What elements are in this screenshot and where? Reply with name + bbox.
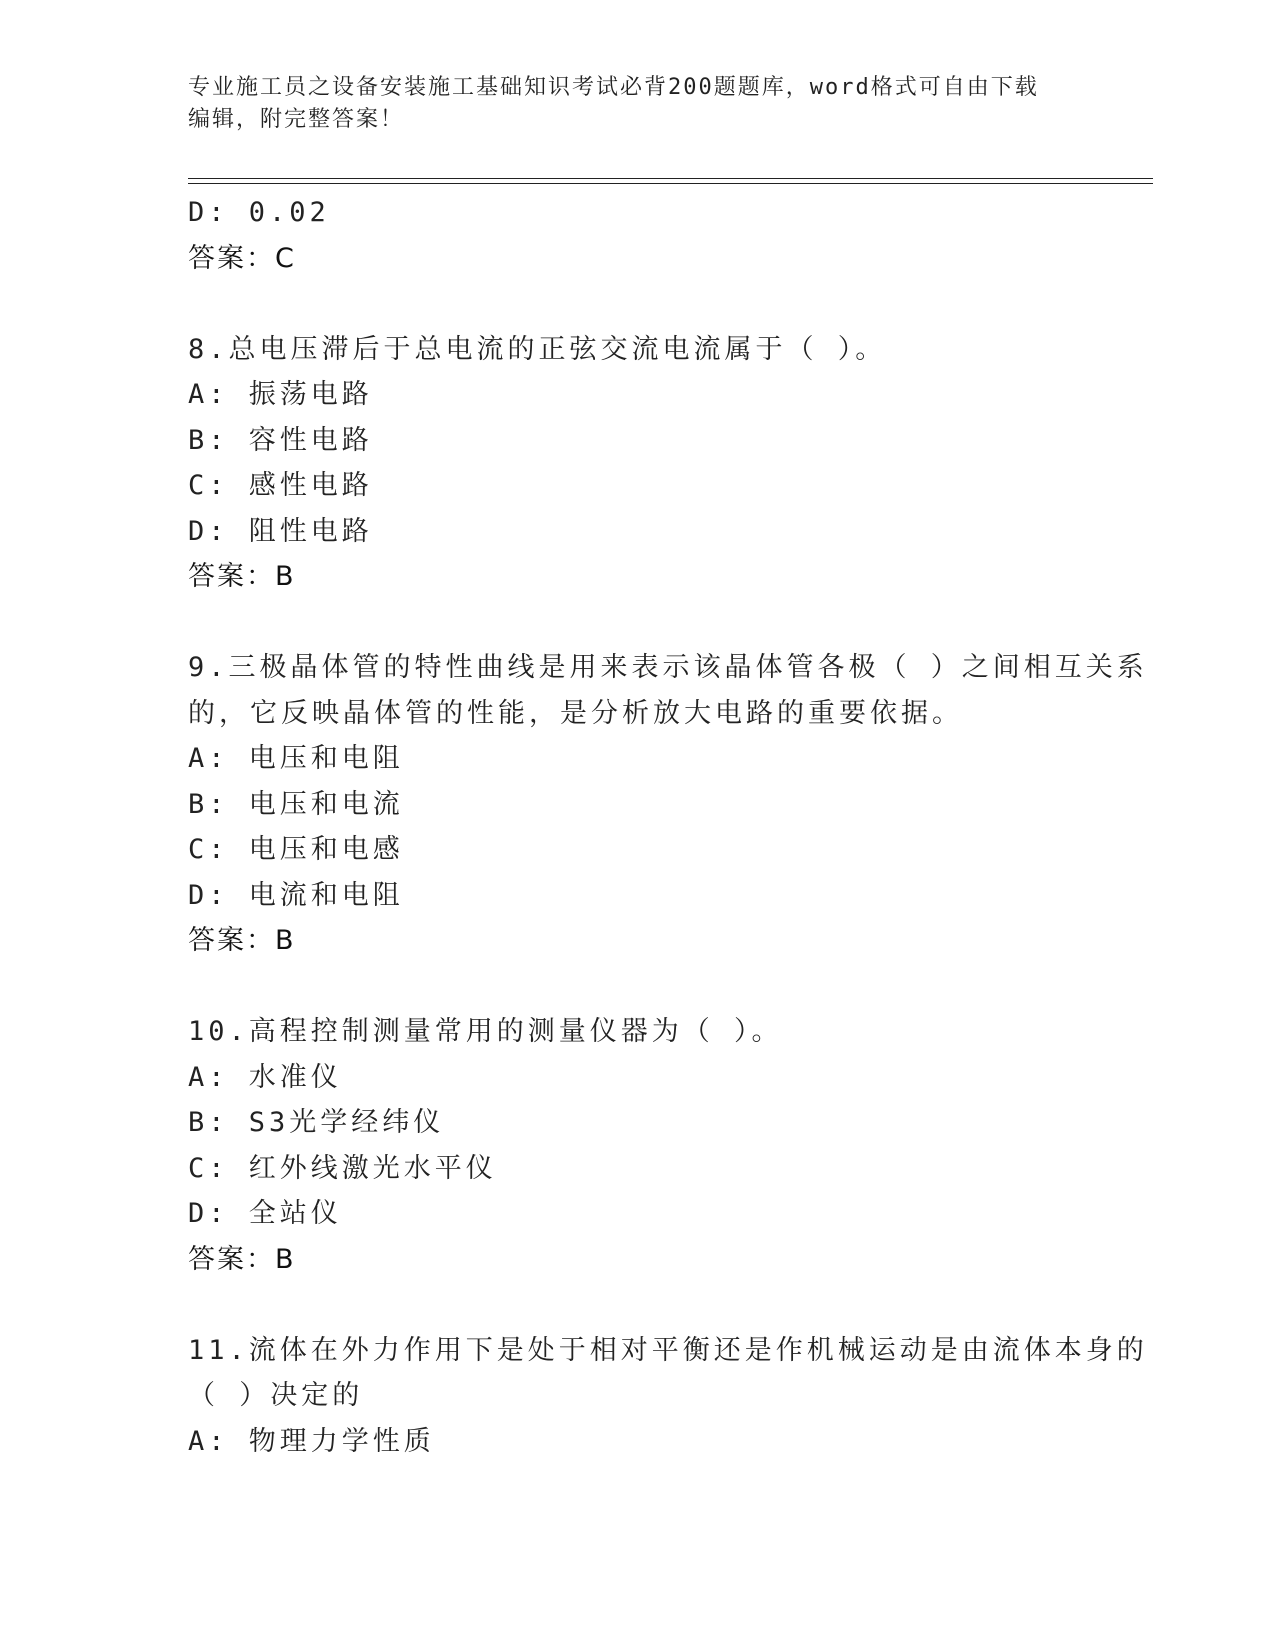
option-a: A: 水准仪	[188, 1061, 342, 1093]
header-title-line-1: 专业施工员之设备安装施工基础知识考试必背200题题库，word格式可自由下载	[188, 75, 1039, 100]
question-8	[188, 327, 1088, 600]
previous-question-tail	[188, 190, 1088, 281]
question-stem: 10.高程控制测量常用的测量仪器为（ ）。	[188, 1016, 783, 1047]
option-b: B: S3光学经纬仪	[188, 1107, 445, 1138]
option-a: A: 电压和电阻	[188, 743, 404, 774]
header-title-line-2: 编辑，附完整答案！	[188, 107, 405, 132]
header-divider-bottom	[188, 183, 1153, 184]
question-gap	[188, 600, 1088, 646]
option-c: C: 电压和电感	[188, 834, 404, 865]
question-stem-continued: 的，它反映晶体管的性能，是分析放大电路的重要依据。	[188, 697, 963, 729]
question-stem: 8.总电压滞后于总电流的正弦交流电流属于（ ）。	[188, 333, 887, 365]
page-header	[188, 72, 1088, 136]
question-stem: 9.三极晶体管的特性曲线是用来表示该晶体管各极（ ）之间相互关系	[188, 652, 1148, 683]
answer-line: 答案：C	[188, 242, 296, 274]
document-body	[188, 190, 1148, 1464]
question-gap	[188, 964, 1088, 1010]
option-b: B: 电压和电流	[188, 788, 404, 820]
question-gap	[188, 1282, 1088, 1328]
option-d: D: 电流和电阻	[188, 879, 404, 911]
question-gap	[188, 281, 1088, 327]
question-stem: 11.流体在外力作用下是处于相对平衡还是作机械运动是由流体本身的	[188, 1334, 1148, 1366]
answer-line: 答案：B	[188, 561, 296, 592]
option-d: D: 阻性电路	[188, 515, 373, 547]
question-10	[188, 1009, 1088, 1282]
question-stem-continued: （ ）决定的	[188, 1380, 364, 1411]
question-9	[188, 645, 1148, 964]
option-d: D: 0.02	[188, 197, 330, 228]
option-a: A: 振荡电路	[188, 379, 373, 410]
header-divider-top	[188, 178, 1153, 179]
answer-line: 答案：B	[188, 1243, 296, 1275]
option-a: A: 物理力学性质	[188, 1425, 435, 1457]
option-b: B: 容性电路	[188, 424, 373, 456]
option-c: C: 感性电路	[188, 470, 373, 501]
question-11	[188, 1328, 1148, 1465]
option-d: D: 全站仪	[188, 1198, 342, 1229]
option-c: C: 红外线激光水平仪	[188, 1152, 497, 1184]
answer-line: 答案：B	[188, 925, 296, 956]
